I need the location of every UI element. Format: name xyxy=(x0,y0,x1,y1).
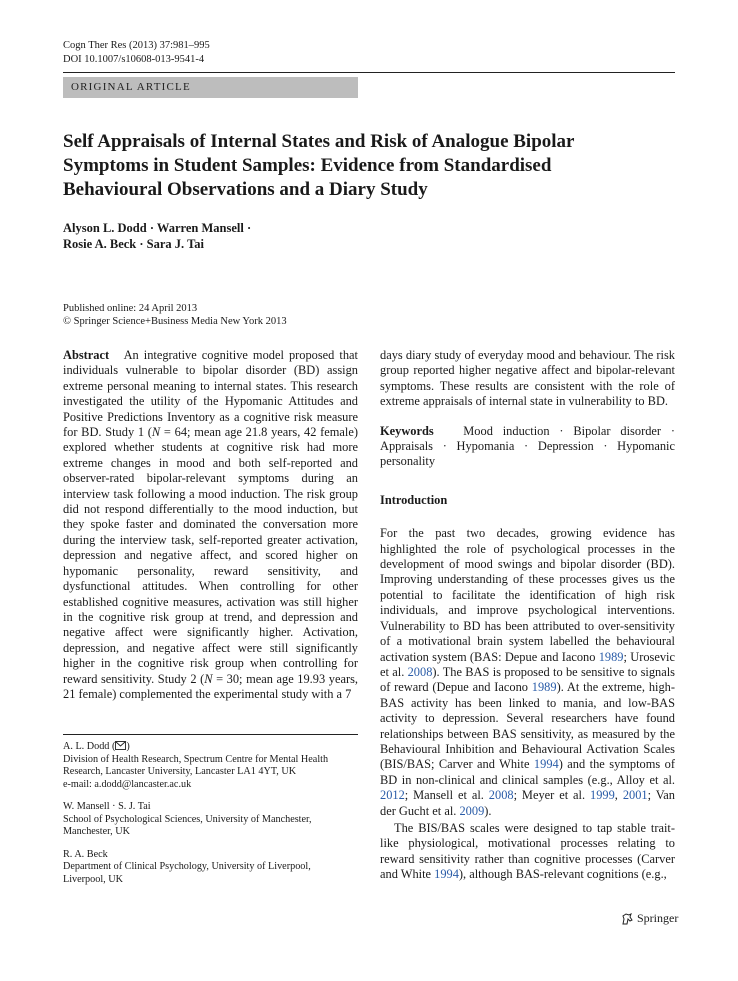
paragraph-text: , xyxy=(614,788,623,803)
springer-horse-icon xyxy=(620,912,634,926)
introduction-paragraph xyxy=(380,526,675,819)
paragraph-text: ). At the extreme, high-BAS activity has been linked to mania, and low-BAS activity to depression. Several researchers have found relationships between BAS sensitivity, as measured by the Behavioural Inhibition and Behavioural Activation Scales (BIS/BAS; Carver and White xyxy=(380,680,675,772)
journal-citation xyxy=(63,39,210,67)
abstract-text-continued: days diary study of everyday mood and behaviour. The risk group reported higher negative affect and bipolar-relevant symptoms. These results are consistent with the role of extreme appraisals of internal state in vulnerability to BD. xyxy=(380,348,675,409)
citation-link[interactable]: 1989 xyxy=(531,680,557,695)
paragraph-text: ; Meyer et al. xyxy=(513,788,591,803)
paragraph-text: ; Urosevic et al. xyxy=(380,649,675,679)
citation-link[interactable]: 2008 xyxy=(488,788,514,803)
article-type-banner: ORIGINAL ARTICLE xyxy=(63,77,358,98)
paragraph-text: ). The BAS is proposed to be sensitive to signals of reward (Depue and Iacono xyxy=(380,664,675,695)
affiliation-block xyxy=(63,741,358,791)
publication-info xyxy=(63,302,287,328)
citation-link[interactable]: 1994 xyxy=(533,757,559,772)
affiliation-authors: A. L. Dodd ( ) xyxy=(63,741,130,752)
paragraph-text: ; Van der Gucht et al. xyxy=(380,788,675,818)
paragraph-text: ) and the symptoms of BD in non-clinical and clinical samples (e.g., Alloy et al. xyxy=(380,757,675,787)
affiliation-block xyxy=(63,801,358,839)
abstract-text: An integrative cognitive model proposed that individuals vulnerable to bipolar disorder (BD) assign extreme personal meaning to internal states. This research investigated the utility of the Hypomanic Attitudes and Positive Predictions Inventory as a cognitive risk measure for BD. Study 1 ( xyxy=(63,348,358,440)
paragraph-text: ), although BAS-relevant cognitions (e.g., xyxy=(458,867,667,882)
paragraph-text: The BIS/BAS scales were designed to tap stable trait-like physiological, motivational processes relating to reward sensitivity rather than cognitive processes (Carver and White xyxy=(380,820,675,882)
affiliation-line: Liverpool, UK xyxy=(63,873,123,885)
citation-link[interactable]: 2008 xyxy=(407,664,433,679)
affiliation-line: Division of Health Research, Spectrum Centre for Mental Health xyxy=(63,753,329,765)
citation-link[interactable]: 1989 xyxy=(598,649,624,664)
sample-size-symbol: N xyxy=(204,671,213,686)
right-column xyxy=(380,348,675,883)
sample-size-symbol: N xyxy=(151,425,161,440)
citation-link[interactable]: 2012 xyxy=(380,788,405,803)
publisher-logo xyxy=(620,911,678,926)
author-list xyxy=(63,220,463,252)
publisher-name: Springer xyxy=(637,911,679,925)
title-line: Behavioural Observations and a Diary Study xyxy=(63,179,428,200)
affiliation-line: School of Psychological Sciences, University of Manchester, xyxy=(63,813,312,825)
journal-volume-line: Cogn Ther Res (2013) 37:981–995 xyxy=(63,40,210,51)
keywords xyxy=(380,424,675,470)
citation-link[interactable]: 2001 xyxy=(622,788,648,803)
paragraph-text: ). xyxy=(484,803,492,818)
envelope-icon xyxy=(115,741,126,750)
copyright-notice: © Springer Science+Business Media New York 2013 xyxy=(63,316,287,327)
keywords-text: Mood induction · Bipolar disorder · Appraisals · Hypomania · Depression · Hypomanic personality xyxy=(380,423,675,469)
citation-link[interactable]: 1994 xyxy=(434,867,459,882)
title-line: Symptoms in Student Samples: Evidence from Standardised xyxy=(63,155,552,176)
citation-link[interactable]: 1999 xyxy=(590,788,615,803)
author-line: Rosie A. Beck · Sara J. Tai xyxy=(63,237,204,251)
abstract-text: = 30; mean age 19.93 years, 21 female) complemented the experimental study with a 7 xyxy=(63,671,358,701)
paragraph-text: ; Mansell et al. xyxy=(404,788,489,803)
affiliation-line: Research, Lancaster University, Lancaster LA1 4YT, UK xyxy=(63,766,297,777)
keywords-label: Keywords xyxy=(380,423,434,438)
doi-line: DOI 10.1007/s10608-013-9541-4 xyxy=(63,54,205,65)
published-date: Published online: 24 April 2013 xyxy=(63,303,198,314)
title-line: Self Appraisals of Internal States and Risk of Analogue Bipolar xyxy=(63,131,575,152)
header-rule xyxy=(63,72,675,73)
citation-link[interactable]: 2009 xyxy=(459,803,485,818)
affiliation-line: Department of Clinical Psychology, University of Liverpool, xyxy=(63,861,311,872)
affiliation-rule xyxy=(63,734,358,735)
paper-title xyxy=(63,130,663,202)
paragraph-text: For the past two decades, growing evidence has highlighted the role of psychological processes in the development of mood swings and bipolar disorder (BD). Improving understanding of these processes gives us the potential to facilitate the identification of high risk individuals, and improve psychological interventions. Vulnerability to BD has been attributed to over-sensitivity of a motivational brain system labelled the behavioural activation system (BAS: Depue and Iacono xyxy=(380,526,675,664)
affiliation-block xyxy=(63,849,358,887)
affiliation-line: e-mail: a.dodd@lancaster.ac.uk xyxy=(63,778,192,790)
author-line: Alyson L. Dodd · Warren Mansell · xyxy=(63,221,252,235)
abstract-continuation xyxy=(380,348,675,410)
abstract-column-left xyxy=(63,348,358,702)
affiliation-line: Manchester, UK xyxy=(63,826,130,837)
affiliation-authors: W. Mansell · S. J. Tai xyxy=(63,801,151,812)
abstract-label: Abstract xyxy=(63,348,110,362)
affiliation-authors: R. A. Beck xyxy=(63,848,108,860)
affiliations xyxy=(63,741,358,896)
abstract-text: = 64; mean age 21.8 years, 42 female) explored whether students at cognitive risk had more extreme changes in mood and both self-reported and observer-rated bipolar-relevant symptoms during an interview task following a mood induction. The risk group did not respond differentially to the mood induction, but they spoke faster and dominated the conversation more during the interview task, self-reported greater activation, depression and negative affect, and scored higher on hypomanic personality, reward sensitivity, and dysfunctional attitudes. When controlling for other established cognitive measures, activation was still higher in the cognitive risk group at trend, and depression and negative affect were significantly higher. Activation, depression, and negative affect were still significantly higher in the cognitive risk group when controlling for reward sensitivity. Study 2 ( xyxy=(63,425,359,686)
introduction-heading: Introduction xyxy=(380,492,448,507)
introduction-paragraph xyxy=(380,821,675,883)
